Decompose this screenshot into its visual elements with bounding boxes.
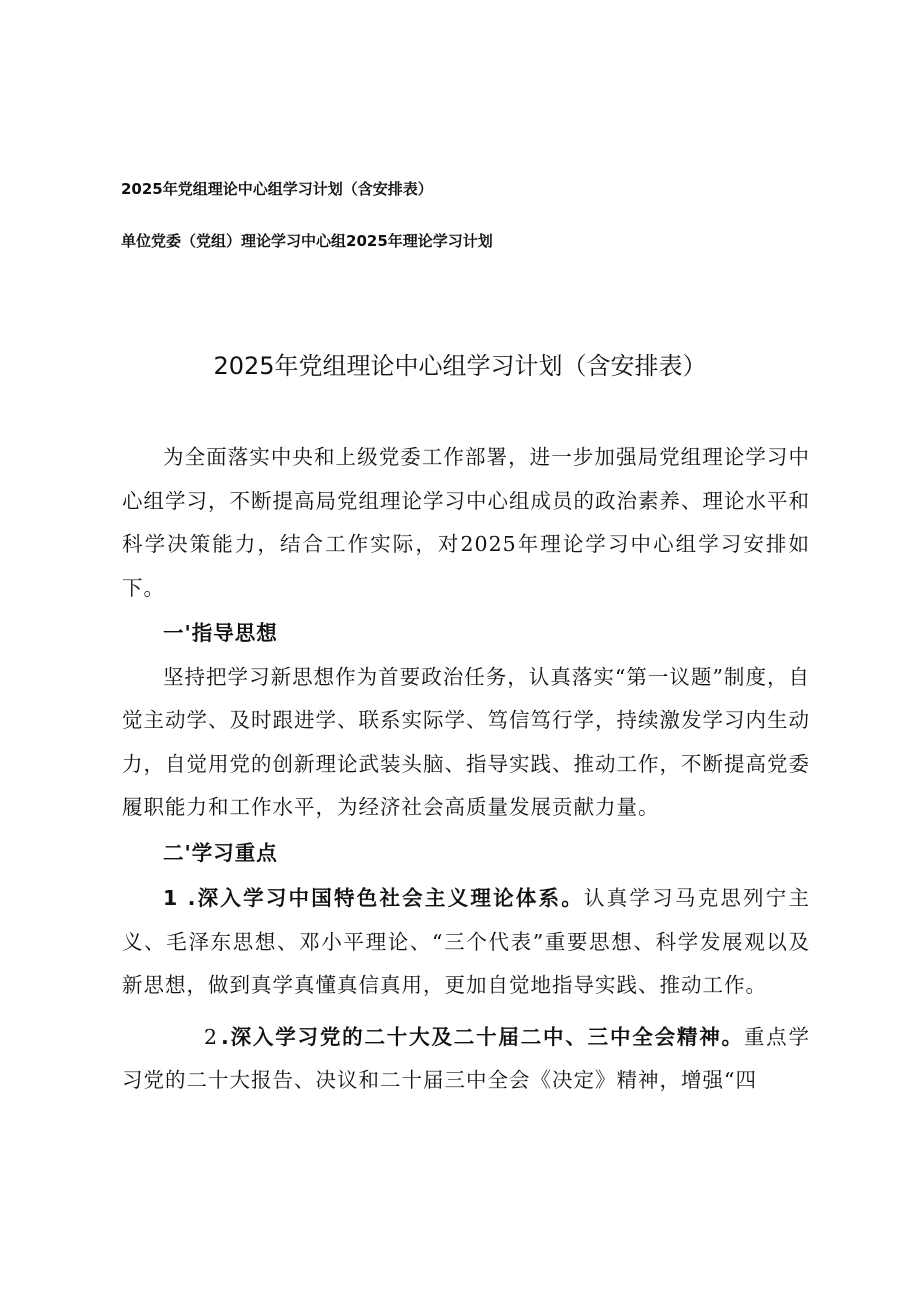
item-1-paragraph: [122, 877, 810, 1008]
item-2-heading: .深入学习党的二十大及二十届二中、三中全会精神。: [221, 1024, 744, 1049]
document-title: 2025年党组理论中心组学习计划（含安排表）: [213, 352, 707, 380]
intro-paragraph: 为全面落实中央和上级党委工作部署，进一步加强局党组理论学习中心组学习，不断提高局党组理论学习中心组成员的政治素养、理论水平和科学决策能力，结合工作实际，对2025年理论学习中心组学习安排如下。: [122, 445, 810, 600]
section-heading-1: 一'指导思想: [163, 621, 278, 645]
item-2-number: 2: [204, 1024, 219, 1049]
item-1-text: 认真学习马克思列宁主义、毛泽东思想、邓小平理论、“三个代表”重要思想、科学发展观以及新思想，做到真学真懂真信真用，更加自觉地指导实践、推动工作。: [122, 886, 811, 997]
section-1-paragraph: 坚持把学习新思想作为首要政治任务，认真落实“第一议题”制度，自觉主动学、及时跟进学、联系实际学、笃信笃行学，持续激发学习内生动力，自觉用党的创新理论武装头脑、指导实践、推动工作，不断提高党委履职能力和工作水平，为经济社会高质量发展贡献力量。: [122, 664, 810, 819]
item-1-heading: 1 .深入学习中国特色社会主义理论体系。: [163, 886, 584, 910]
item-2-paragraph: [122, 1016, 810, 1103]
item-2-text: 重点学习党的二十大报告、决议和二十届三中全会《决定》精神，增强“四: [122, 1024, 810, 1092]
section-heading-2: 二'学习重点: [163, 840, 278, 865]
header-line-2: 单位党委（党组）理论学习中心组2025年理论学习计划: [121, 232, 493, 250]
document-body: [122, 436, 810, 1103]
header-line-1: 2025年党组理论中心组学习计划（含安排表）: [121, 180, 433, 198]
